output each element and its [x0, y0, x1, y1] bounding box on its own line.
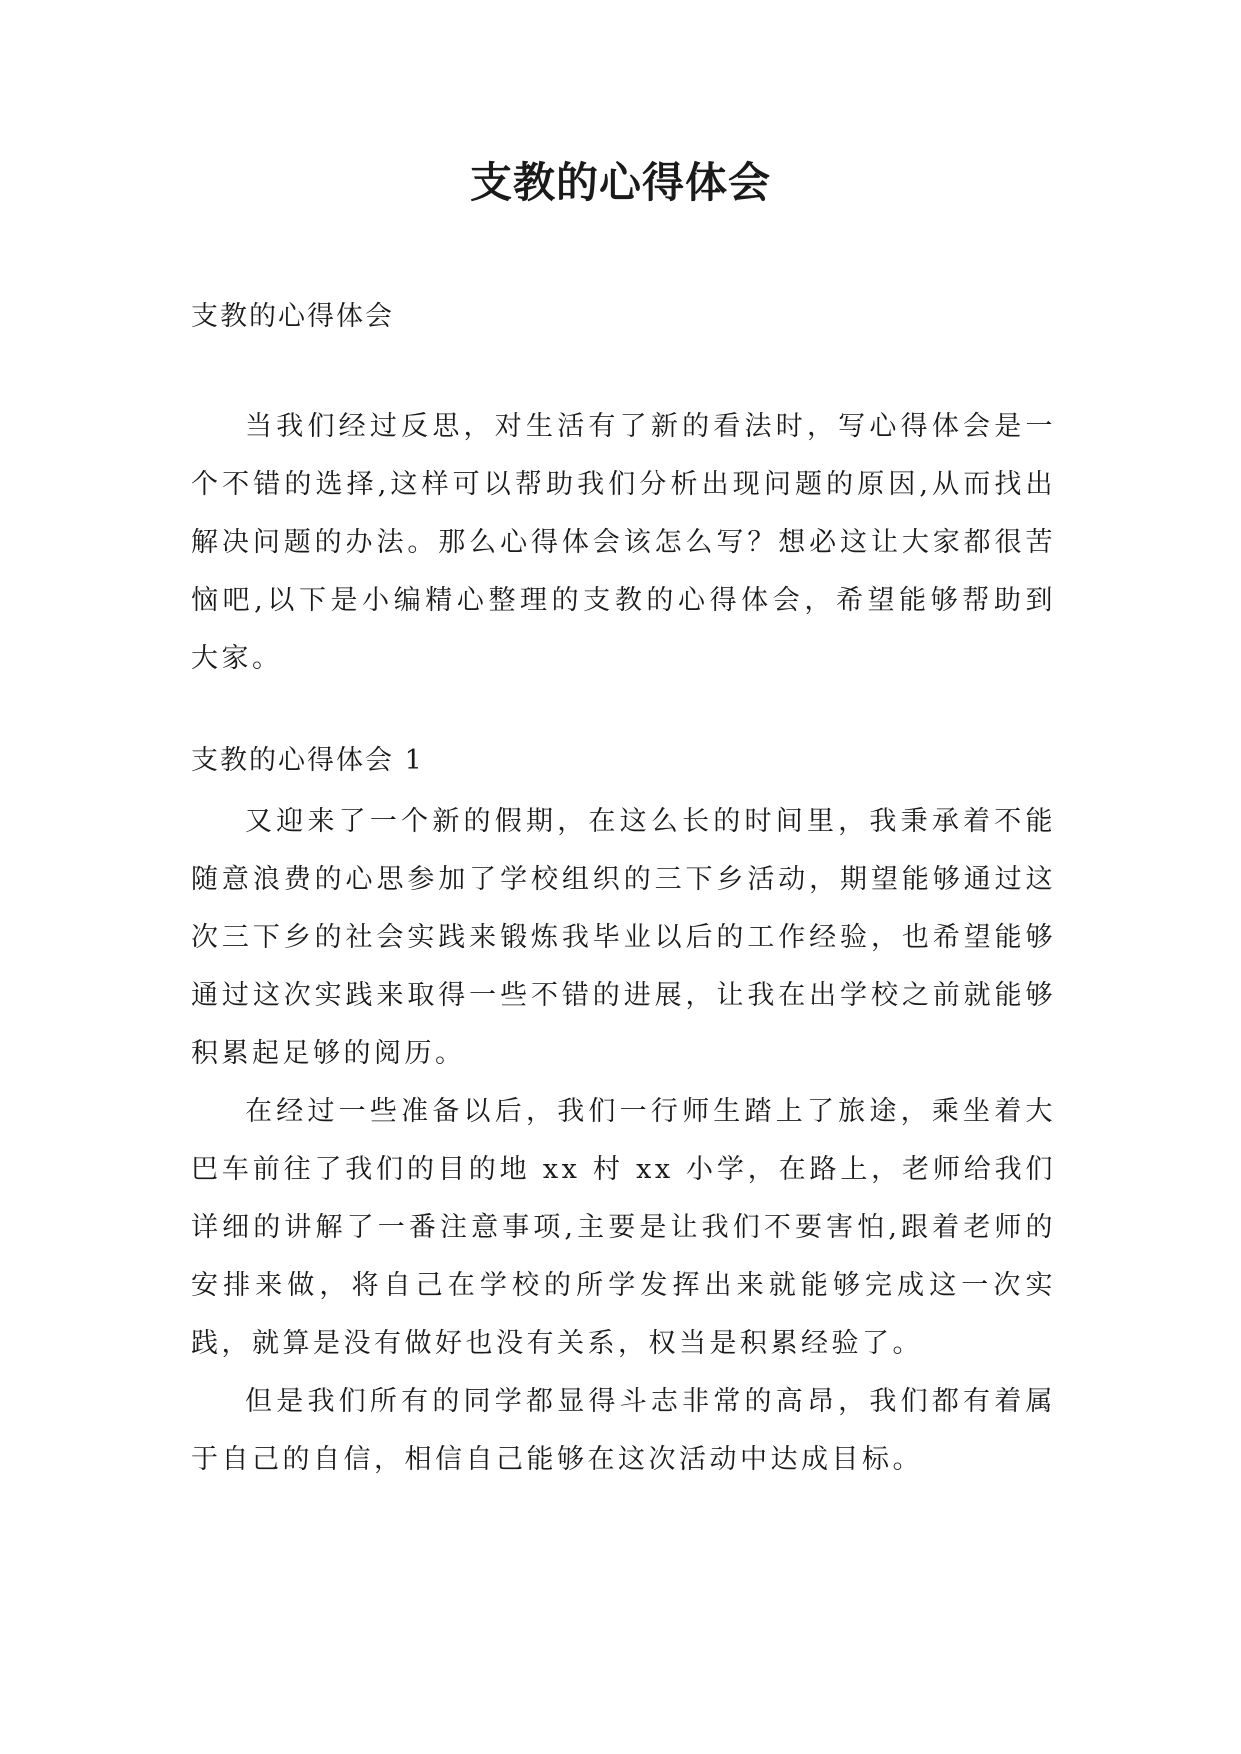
body-paragraph: 但是我们所有的同学都显得斗志非常的高昂，我们都有着属于自己的自信，相信自己能够在这次活动中达成目标。 [191, 1386, 1056, 1475]
intro-paragraph: 当我们经过反思，对生活有了新的看法时，写心得体会是一个不错的选择,这样可以帮助我们分析出现问题的原因,从而找出解决问题的办法。那么心得体会该怎么写？想必这让大家都很苦恼吧,以下是小编精心整理的支教的心得体会，希望能够帮助到大家。 [191, 411, 1056, 674]
body-paragraph: 在经过一些准备以后，我们一行师生踏上了旅途，乘坐着大巴车前往了我们的目的地 xx 村 xx 小学，在路上，老师给我们详细的讲解了一番注意事项,主要是让我们不要害怕,跟着老师的安排来做，将自己在学校的所学发挥出来就能够完成这一次实践，就算是没有做好也没有关系，权当是积累经验了。 [191, 1096, 1056, 1359]
document-subtitle: 支教的心得体会 [191, 301, 394, 332]
document-title: 支教的心得体会 [469, 158, 771, 207]
section-heading: 支教的心得体会 1 [191, 745, 424, 776]
document-body [191, 289, 1056, 1489]
body-paragraph: 又迎来了一个新的假期，在这么长的时间里，我秉承着不能随意浪费的心思参加了学校组织的三下乡活动，期望能够通过这次三下乡的社会实践来锻炼我毕业以后的工作经验，也希望能够通过这次实践来取得一些不错的进展，让我在出学校之前就能够积累起足够的阅历。 [191, 806, 1056, 1069]
